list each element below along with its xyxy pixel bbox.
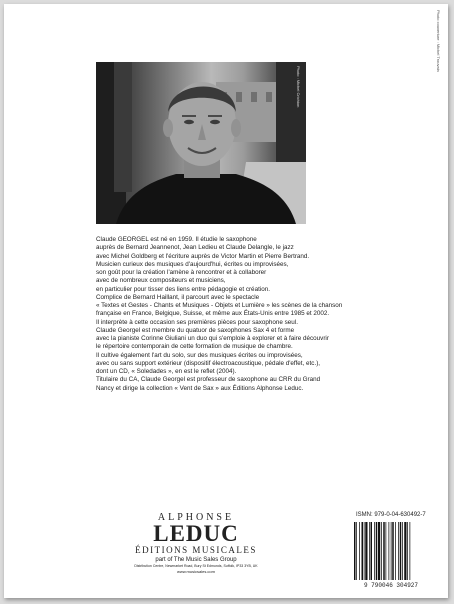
ismn-label: ISMN: 979-0-04-630492-7 [356, 512, 426, 518]
photo-credit: Photo : Michel Crichton [296, 66, 301, 108]
barcode-number: 9 790046 304927 [363, 582, 418, 589]
author-photo [96, 62, 306, 224]
barcode-bar [410, 522, 411, 580]
publisher-first-name: ALPHONSE [157, 512, 235, 523]
barcode-bar [376, 522, 378, 580]
bio-line: Il interprète à cette occasion ses premières pièces pour saxophone seul. [96, 318, 298, 326]
bio-line: Claude GEORGEL est né en 1959. Il étudie le saxophone [96, 236, 257, 243]
barcode-bar [359, 522, 360, 580]
back-cover-page [4, 4, 448, 598]
bio-line: avec la pianiste Corinne Giuliani un duo qui s'emploie à explorer et à faire découvrir [96, 335, 329, 342]
barcode-bar [398, 522, 399, 580]
barcode-bar [365, 522, 367, 580]
barcode-bar [383, 522, 385, 580]
barcode-bar [371, 522, 373, 580]
author-portrait-image [96, 62, 306, 224]
barcode-bar [369, 522, 370, 580]
barcode-bar [395, 522, 396, 580]
author-biography [96, 236, 416, 393]
barcode-bar [362, 522, 364, 580]
bio-line: le répertoire contemporain de cette formation de musique de chambre. [96, 343, 293, 351]
barcode-bar [391, 522, 392, 580]
publisher-subtitle: ÉDITIONS MUSICALES [135, 545, 257, 555]
bio-line: dont un CD, « Soledades », en est le reflet (2004). [96, 368, 237, 375]
bio-line: Claude Georgel est membre du quatuor de saxophones Sax 4 et forme [96, 326, 295, 334]
barcode-bar [389, 522, 390, 580]
bio-line: auprès de Bernard Jeannenot, Jean Ledieu et Claude Delangle, le jazz [96, 244, 294, 252]
barcode-bar [356, 522, 357, 580]
publisher-group: part of The Music Sales Group [155, 557, 237, 563]
publisher-address: Distribution Centre, Newmarket Road, Bury St Edmunds, Suffolk, IP33 3YB, UK [134, 564, 258, 568]
bio-line: française en France, Belgique, Suisse, et même aux États-Unis entre 1985 et 2002. [96, 310, 330, 318]
cover-photo-credit: Photo couverture : Michel Trouvain [436, 10, 441, 72]
bio-line: Nancy et dirige la collection « Vent de Sax » aux Éditions Alphonse Leduc. [96, 384, 304, 392]
bio-line: « Textes et Gestes - Chants et Musiques - Objets et Lumière » les scènes de la chanson [96, 302, 343, 309]
bio-line: avec ou sans support extérieur (dispositif électroacoustique, pédale d'effet, etc.), [96, 359, 321, 367]
barcode-bar [402, 522, 403, 580]
bio-line: son goût pour la création l'amène à rencontrer et à collaborer [96, 269, 267, 276]
publisher-name: LEDUC [153, 521, 239, 546]
barcode [352, 522, 430, 580]
publisher-logo [96, 512, 296, 574]
barcode-bar [400, 522, 402, 580]
barcode-bars [352, 522, 430, 580]
barcode-bar [392, 522, 394, 580]
barcode-bar [407, 522, 408, 580]
barcode-bar [354, 522, 356, 580]
bio-line: avec de nombreux compositeurs et musiciens, [96, 277, 226, 285]
bio-line: avec Michel Goldberg et l'écriture auprès de Victor Martin et Pierre Bertrand. [96, 252, 310, 260]
barcode-bar [386, 522, 387, 580]
barcode-bar [364, 522, 365, 580]
bio-line: en particulier pour tisser des liens entre pédagogie et création. [96, 285, 270, 293]
bio-line: Titulaire du CA, Claude Georgel est professeur de saxophone au CRR du Grand [96, 376, 321, 384]
bio-line: Musicien curieux des musiques d'aujourd'hui, écrites ou improvisées, [96, 260, 289, 268]
barcode-bar [381, 522, 382, 580]
publisher-website: www.musicsales.com [176, 569, 215, 574]
barcode-bar [404, 522, 406, 580]
barcode-bar [374, 522, 375, 580]
barcode-bar [378, 522, 380, 580]
bio-line: Il cultive également l'art du solo, sur des musiques écrites ou improvisées, [96, 351, 303, 359]
bio-line: Complice de Bernard Haillant, il parcourt avec le spectacle [96, 293, 260, 301]
